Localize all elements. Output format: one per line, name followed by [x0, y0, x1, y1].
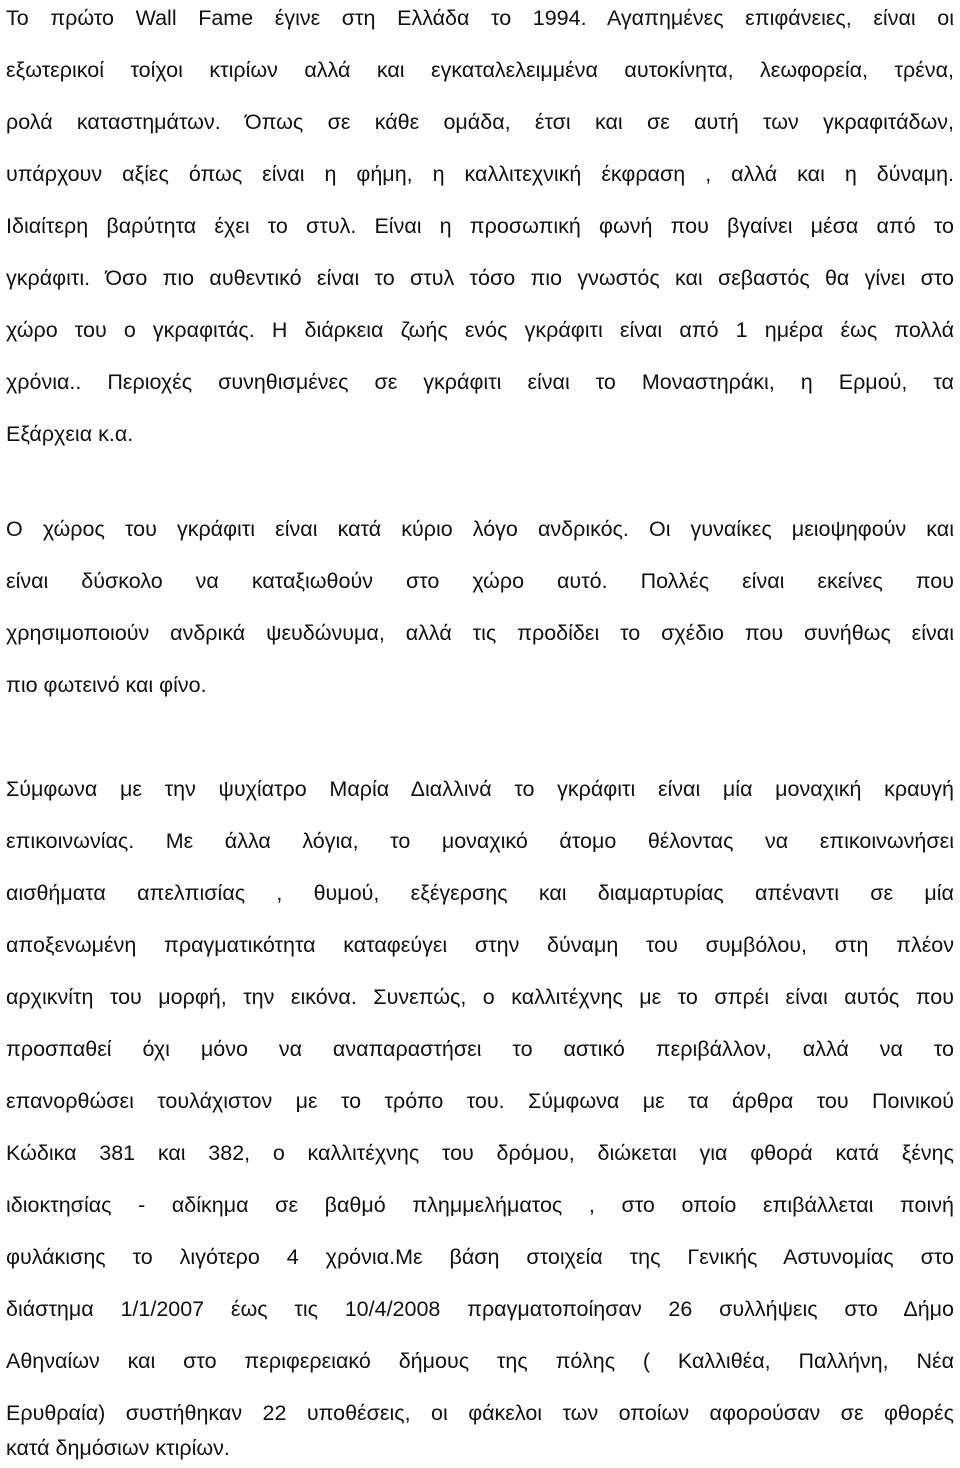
text-line: προσπαθεί όχι μόνο να αναπαραστήσει το αστικό περιβάλλον, αλλά να το [6, 1037, 954, 1061]
text-line: επικοινωνίας. Με άλλα λόγια, το μοναχικό άτομο θέλοντας να επικοινωνήσει [6, 829, 954, 853]
text-line: πιο φωτεινό και φίνο. [6, 673, 207, 697]
text-line: ιδιοκτησίας - αδίκημα σε βαθμό πλημμελήματος , στο οποίο επιβάλλεται ποινή [6, 1193, 954, 1217]
text-line: εξωτερικοί τοίχοι κτιρίων αλλά και εγκαταλελειμμένα αυτοκίνητα, λεωφορεία, τρένα, [6, 58, 954, 82]
text-line: αποξενωμένη πραγματικότητα καταφεύγει στην δύναμη του συμβόλου, στη πλέον [6, 933, 954, 957]
text-line: χώρο του ο γκραφιτάς. Η διάρκεια ζωής ενός γκράφιτι είναι από 1 ημέρα έως πολλά [6, 318, 954, 342]
text-line: είναι δύσκολο να καταξιωθούν στο χώρο αυτό. Πολλές είναι εκείνες που [6, 569, 954, 593]
text-line: χρόνια.. Περιοχές συνηθισμένες σε γκράφιτι είναι το Μοναστηράκι, η Ερμού, τα [6, 370, 954, 394]
text-line: Εξάρχεια κ.α. [6, 422, 134, 446]
text-line: ρολά καταστημάτων. Όπως σε κάθε ομάδα, έτσι και σε αυτή των γκραφιτάδων, [6, 110, 954, 134]
text-line: Ο χώρος του γκράφιτι είναι κατά κύριο λόγο ανδρικός. Οι γυναίκες μειοψηφούν και [6, 517, 954, 541]
text-line: Σύμφωνα με την ψυχίατρο Μαρία Διαλλινά το γκράφιτι είναι μία μοναχική κραυγή [6, 777, 954, 801]
text-line: Το πρώτο Wall Fame έγινε στη Ελλάδα το 1994. Αγαπημένες επιφάνειες, είναι οι [6, 6, 954, 30]
text-line: υπάρχουν αξίες όπως είναι η φήμη, η καλλιτεχνική έκφραση , αλλά και η δύναμη. [6, 162, 954, 186]
text-line: κατά δημόσιων κτιρίων. [6, 1436, 230, 1460]
text-line: Αθηναίων και στο περιφερειακό δήμους της πόλης ( Καλλιθέα, Παλλήνη, Νέα [6, 1349, 954, 1373]
text-line: γκράφιτι. Όσο πιο αυθεντικό είναι το στυλ τόσο πιο γνωστός και σεβαστός θα γίνει στο [6, 266, 954, 290]
text-line: αρχικνίτη του μορφή, την εικόνα. Συνεπώς, ο καλλιτέχνης με το σπρέι είναι αυτός που [6, 985, 954, 1009]
text-line: αισθήματα απελπισίας , θυμού, εξέγερσης και διαμαρτυρίας απέναντι σε μία [6, 881, 954, 905]
text-line: φυλάκισης το λιγότερο 4 χρόνια.Με βάση στοιχεία της Γενικής Αστυνομίας στο [6, 1245, 954, 1269]
text-line: επανορθώσει τουλάχιστον με το τρόπο του. Σύμφωνα με τα άρθρα του Ποινικού [6, 1089, 954, 1113]
text-line: Κώδικα 381 και 382, ο καλλιτέχνης του δρόμου, διώκεται για φθορά κατά ξένης [6, 1141, 954, 1165]
text-line: Ιδιαίτερη βαρύτητα έχει το στυλ. Είναι η προσωπική φωνή που βγαίνει μέσα από το [6, 214, 954, 238]
text-line: χρησιμοποιούν ανδρικά ψευδώνυμα, αλλά τις προδίδει το σχέδιο που συνήθως είναι [6, 621, 954, 645]
text-line: Ερυθραία) συστήθηκαν 22 υποθέσεις, οι φάκελοι των οποίων αφορούσαν σε φθορές [6, 1401, 954, 1425]
text-line: διάστημα 1/1/2007 έως τις 10/4/2008 πραγματοποίησαν 26 συλλήψεις στο Δήμο [6, 1297, 954, 1321]
